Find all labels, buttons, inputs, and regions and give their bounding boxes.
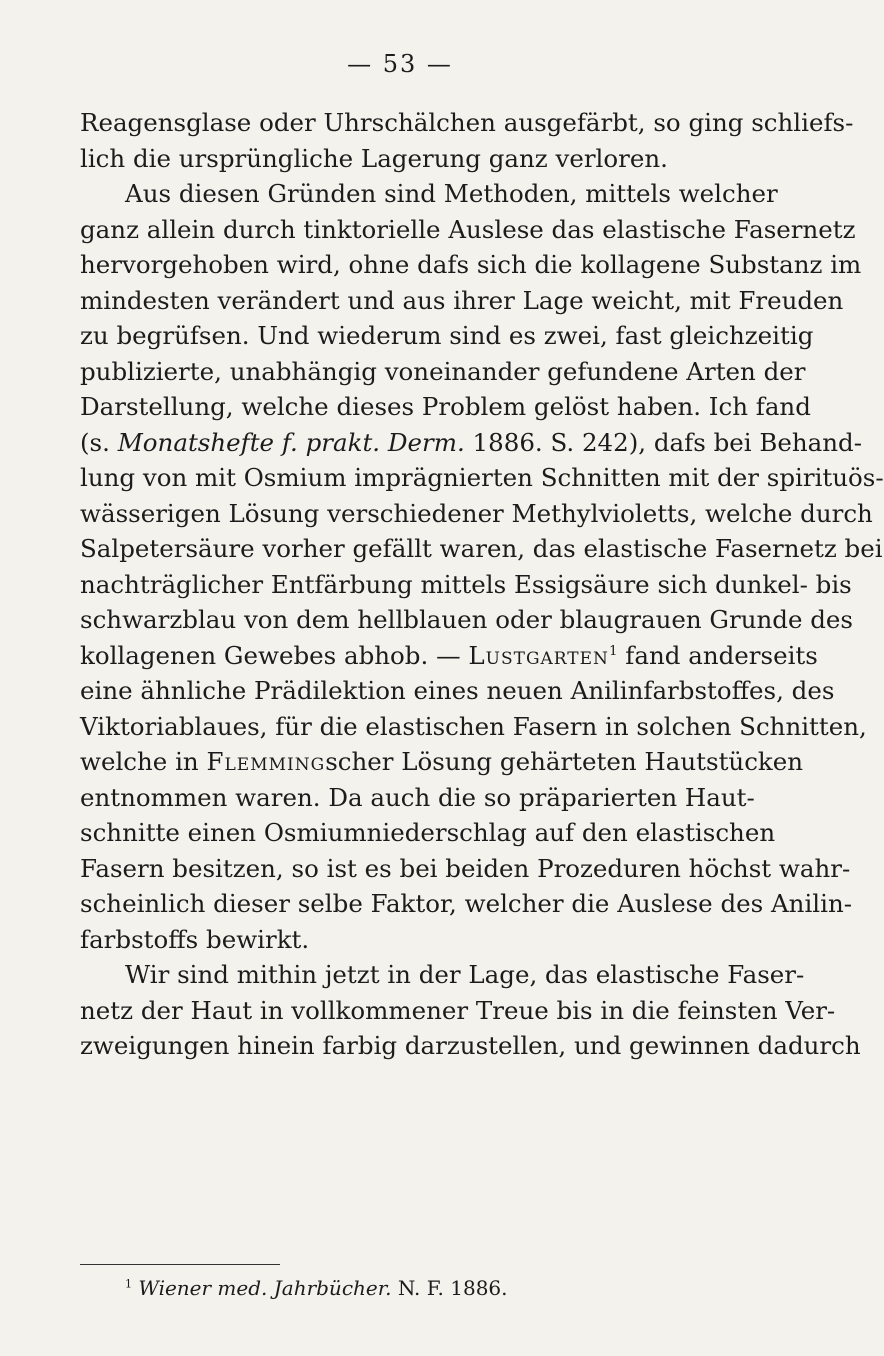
text-line-author: [80, 744, 804, 780]
journal-citation: Monatshefte f. prakt. Derm.: [117, 427, 465, 457]
author-name: Lustgarten: [468, 640, 609, 670]
text-line: scheinlich dieser selbe Faktor, welcher die Auslese des Anilin-: [80, 889, 853, 918]
text-line: Darstellung, welche dieses Problem gelöst haben. Ich fand: [80, 392, 811, 421]
text-fragment: fand anderseits: [617, 640, 818, 670]
text-line: hervorgehoben wird, ohne dafs sich die kollagene Substanz im: [80, 250, 862, 279]
text-line-author: [80, 638, 818, 674]
text-line: Reagensglase oder Uhrschälchen ausgefärbt, so ging schliefs-: [80, 108, 854, 137]
text-line: Aus diesen Gründen sind Methoden, mittels welcher: [125, 179, 778, 208]
text-fragment: (s.: [80, 427, 118, 457]
footnote-details: N. F. 1886.: [391, 1276, 508, 1300]
text-fragment: welche in: [80, 747, 207, 776]
text-line: nachträglicher Entfärbung mittels Essigsäure sich dunkel- bis: [80, 569, 852, 599]
text-fragment: kollagenen Gewebes abhob. —: [80, 640, 469, 670]
text-fragment: 1886. S. 242), dafs bei Behand-: [464, 427, 863, 457]
footnote-journal: Wiener med. Jahrbücher.: [138, 1276, 392, 1300]
text-line: eine ähnliche Prädilektion eines neuen Anilinfarbstoffes, des: [80, 676, 835, 705]
body-text: [80, 105, 884, 1064]
text-line: netz der Haut in vollkommener Treue bis in die feinsten Ver-: [80, 995, 836, 1025]
text-line: zweigungen hinein farbig darzustellen, und gewinnen dadurch: [80, 1031, 861, 1060]
text-line: farbstoffs bewirkt.: [80, 924, 310, 954]
text-line: publizierte, unabhängig voneinander gefundene Arten der: [80, 356, 806, 386]
footnote-divider: [80, 1264, 280, 1265]
text-fragment: scher Lösung gehärteten Hautstücken: [325, 747, 804, 776]
text-line: zu begrüfsen. Und wiederum sind es zwei, fast gleichzeitig: [80, 321, 814, 350]
text-line: Viktoriablaues, für die elastischen Fasern in solchen Schnitten,: [80, 711, 867, 741]
text-line: ganz allein durch tinktorielle Auslese das elastische Fasernetz: [80, 214, 856, 244]
author-name: Flemming: [206, 747, 326, 776]
footnote-marker: 1: [125, 1277, 132, 1291]
text-line-citation: [80, 425, 863, 461]
text-line: schnitte einen Osmiumniederschlag auf den elastischen: [80, 818, 776, 847]
text-line: wässerigen Lösung verschiedener Methylvioletts, welche durch: [80, 498, 873, 528]
text-line: lich die ursprüngliche Lagerung ganz verloren.: [80, 143, 668, 173]
text-line: Wir sind mithin jetzt in der Lage, das elastische Faser-: [125, 960, 805, 989]
footnote-reference: 1: [608, 642, 618, 659]
text-line: Salpetersäure vorher gefällt waren, das elastische Fasernetz bei: [80, 534, 883, 563]
text-line: entnommen waren. Da auch die so präparierten Haut-: [80, 782, 755, 812]
text-line: lung von mit Osmium imprägnierten Schnitten mit der spirituös-: [80, 463, 884, 492]
text-line: mindesten verändert und aus ihrer Lage weicht, mit Freuden: [80, 285, 844, 315]
footnote: [125, 1274, 508, 1302]
text-line: Fasern besitzen, so ist es bei beiden Prozeduren höchst wahr-: [80, 853, 851, 883]
page-number: — 53 —: [347, 50, 453, 78]
text-line: schwarzblau von dem hellblauen oder blaugrauen Grunde des: [80, 605, 853, 634]
